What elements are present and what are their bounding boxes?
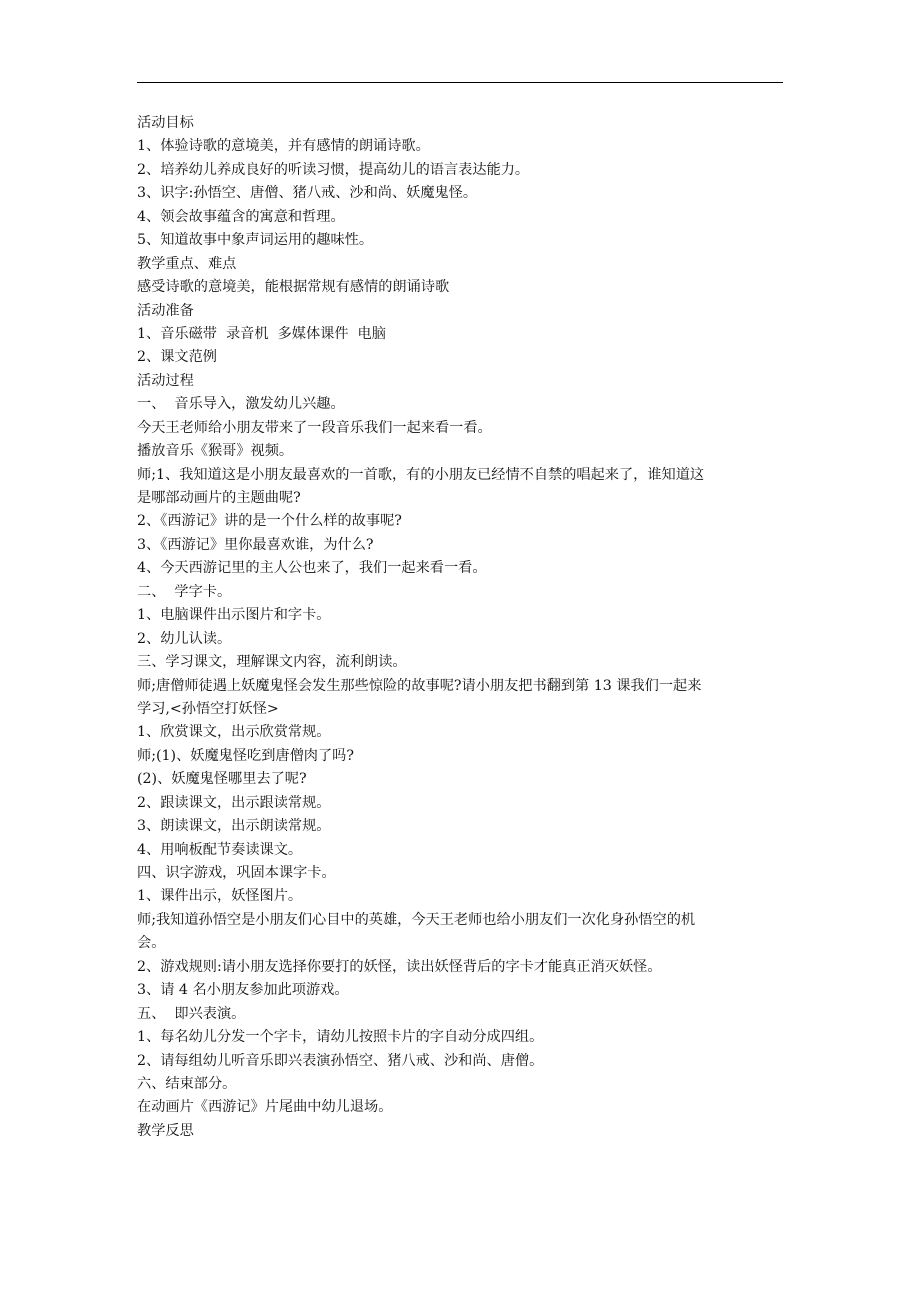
text-line-39: 五、 即兴表演。: [137, 1005, 246, 1022]
text-line-36: 会。: [137, 935, 166, 952]
text-line-14: 今天王老师给小朋友带来了一段音乐我们一起来看一看。: [137, 419, 492, 436]
text-line-33: 四、识字游戏，巩固本课字卡。: [137, 865, 336, 881]
document-body: [137, 112, 789, 1143]
text-line-2: 1、体验诗歌的意境美，并有感情的朗诵诗歌。: [137, 138, 430, 155]
text-line-16: 师;1、我知道这是小朋友最喜欢的一首歌，有的小朋友已经情不自禁的唱起来了，谁知道这: [137, 466, 705, 483]
text-line-15: 播放音乐《猴哥》视频。: [137, 443, 294, 460]
text-line-26: 学习,<孙悟空打妖怪>: [137, 700, 279, 717]
text-line-19: 3、《西游记》里你最喜欢谁，为什么?: [137, 536, 374, 553]
text-line-13: 一、 音乐导入，激发幼儿兴趣。: [137, 396, 345, 413]
text-line-1: 活动目标: [137, 115, 194, 131]
text-line-8: 感受诗歌的意境美，能根据常规有感情的朗诵诗歌: [137, 279, 450, 296]
text-line-40: 1、每名幼儿分发一个字卡，请幼儿按照卡片的字自动分成四组。: [137, 1029, 544, 1046]
text-line-34: 1、课件出示，妖怪图片。: [137, 888, 303, 905]
text-line-25: 师;唐僧师徒遇上妖魔鬼怪会发生那些惊险的故事呢?请小朋友把书翻到第 13 课我们一起来: [137, 677, 702, 694]
text-line-23: 2、幼儿认读。: [137, 630, 232, 647]
header-rule: [137, 82, 783, 83]
text-line-41: 2、请每组幼儿听音乐即兴表演孙悟空、猪八戒、沙和尚、唐僧。: [137, 1052, 544, 1069]
text-line-24: 三、学习课文，理解课文内容，流利朗读。: [137, 654, 407, 671]
text-line-21: 二、 学字卡。: [137, 583, 232, 600]
text-line-29: (2)、妖魔鬼怪哪里去了呢?: [137, 771, 307, 788]
text-line-32: 4、用响板配节奏读课文。: [137, 841, 303, 858]
text-line-17: 是哪部动画片的主题曲呢?: [137, 490, 301, 506]
text-line-43: 在动画片《西游记》片尾曲中幼儿退场。: [137, 1099, 393, 1116]
text-line-6: 5、知道故事中象声词运用的趣味性。: [137, 232, 374, 249]
text-line-18: 2、《西游记》讲的是一个什么样的故事呢?: [137, 513, 402, 530]
text-line-37: 2、游戏规则:请小朋友选择你要打的妖怪，读出妖怪背后的字卡才能真正消灭妖怪。: [137, 958, 662, 975]
text-line-44: 教学反思: [137, 1122, 194, 1139]
text-line-3: 2、培养幼儿养成良好的听读习惯，提高幼儿的语言表达能力。: [137, 161, 530, 178]
text-line-22: 1、电脑课件出示图片和字卡。: [137, 607, 331, 624]
text-line-38: 3、请 4 名小朋友参加此项游戏。: [137, 982, 349, 999]
text-line-4: 3、识字:孙悟空、唐僧、猪八戒、沙和尚、妖魔鬼怪。: [137, 185, 478, 202]
text-line-5: 4、领会故事蕴含的寓意和哲理。: [137, 208, 345, 225]
text-line-20: 4、今天西游记里的主人公也来了，我们一起来看一看。: [137, 560, 487, 577]
text-line-10: 1、音乐磁带 录音机 多媒体课件 电脑: [137, 325, 386, 342]
text-line-11: 2、课文范例: [137, 349, 217, 366]
text-line-42: 六、结束部分。: [137, 1075, 237, 1092]
text-line-7: 教学重点、难点: [137, 255, 237, 272]
text-line-30: 2、跟读课文，出示跟读常规。: [137, 794, 331, 811]
text-line-27: 1、欣赏课文，出示欣赏常规。: [137, 724, 331, 741]
text-line-9: 活动准备: [137, 302, 194, 319]
text-line-28: 师;(1)、妖魔鬼怪吃到唐僧肉了吗?: [137, 747, 354, 764]
text-line-12: 活动过程: [137, 372, 194, 389]
text-line-35: 师;我知道孙悟空是小朋友们心目中的英雄，今天王老师也给小朋友们一次化身孙悟空的机: [137, 911, 696, 928]
text-line-31: 3、朗读课文，出示朗读常规。: [137, 818, 331, 835]
